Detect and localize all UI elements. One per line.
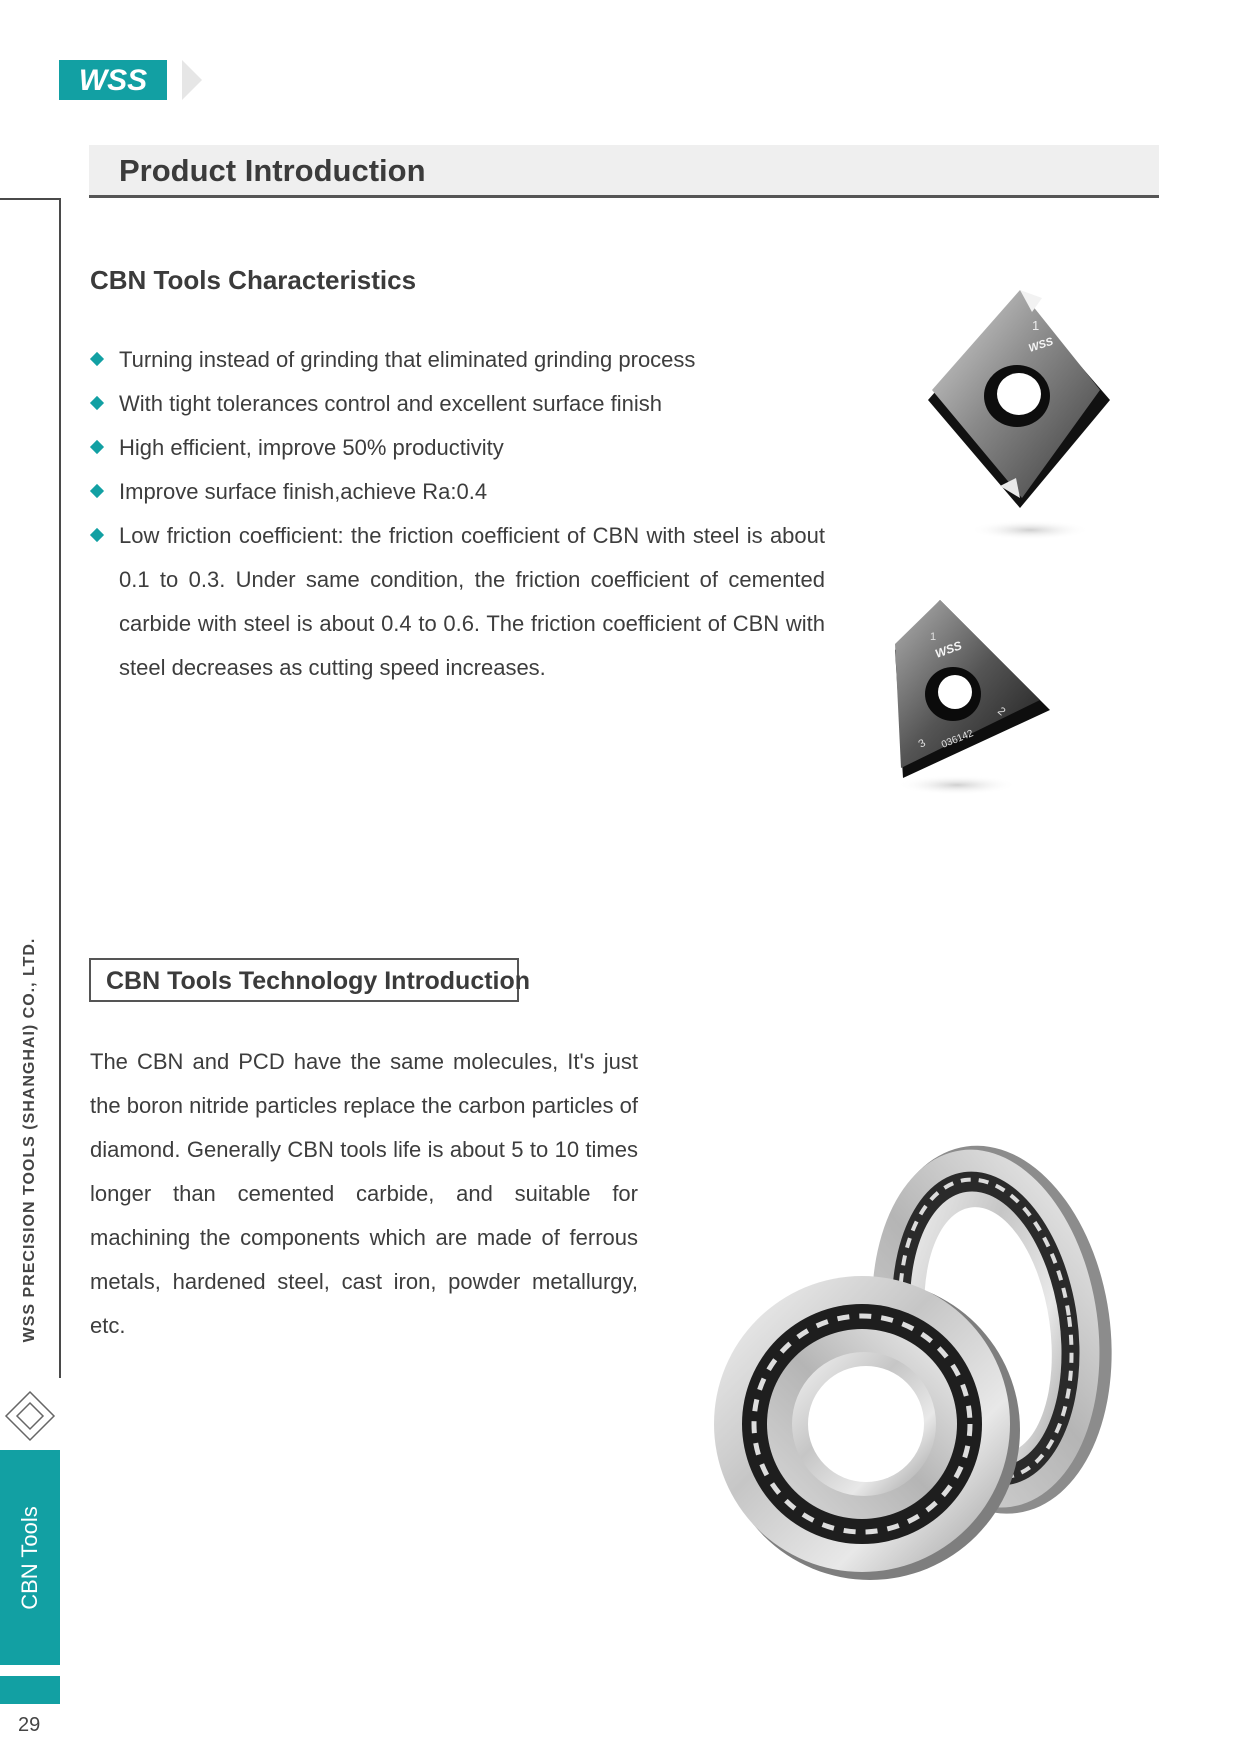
bullet-diamond-icon bbox=[90, 352, 104, 366]
page-number: 29 bbox=[18, 1714, 41, 1736]
company-logo bbox=[59, 60, 167, 100]
section-tab bbox=[0, 1450, 60, 1665]
bearing-image bbox=[710, 1130, 1120, 1590]
section-tab-label: CBN Tools bbox=[17, 1505, 42, 1610]
sidebar-rule-top bbox=[0, 198, 60, 200]
logo-arrow-icon bbox=[180, 60, 206, 100]
list-item: Low friction coefficient: the friction coefficient of CBN with steel is about 0.1 to 0.3. Under same condition, the friction coefficient of cemented carbide with steel is about 0.4 to 0.6. The friction coefficient of CBN with steel decreases as cutting speed increases. bbox=[90, 514, 825, 690]
bullet-diamond-icon bbox=[90, 484, 104, 498]
header-bar bbox=[89, 145, 1159, 198]
page-title: Product Introduction bbox=[119, 153, 426, 188]
sidebar-company-name bbox=[12, 937, 48, 1343]
bullet-diamond-icon bbox=[90, 396, 104, 410]
svg-text:1: 1 bbox=[1032, 318, 1040, 333]
technology-title: CBN Tools Technology Introduction bbox=[106, 967, 531, 995]
bullet-diamond-icon bbox=[90, 528, 104, 542]
list-item: Turning instead of grinding that eliminated grinding process bbox=[90, 338, 825, 382]
characteristics-title: CBN Tools Characteristics bbox=[90, 265, 417, 295]
technology-title-box bbox=[89, 958, 531, 1002]
svg-text:3: 3 bbox=[916, 737, 928, 751]
characteristics-list bbox=[90, 338, 825, 690]
cbn-insert-trigon-image bbox=[885, 600, 1060, 810]
svg-text:1: 1 bbox=[930, 631, 937, 643]
bullet-diamond-icon bbox=[90, 440, 104, 454]
svg-text:2: 2 bbox=[995, 705, 1008, 719]
svg-text:036142: 036142 bbox=[940, 728, 976, 751]
technology-text: The CBN and PCD have the same molecules, It's just the boron nitride particles replace the carbon particles of diamond. Generally CBN tools life is about 5 to 10 times longer than cemented carbide, and suitable for machining the components which are made of ferrous metals, hardened steel, cast iron, powder metallurgy, etc. bbox=[90, 1049, 638, 1338]
sidebar-rule bbox=[59, 198, 61, 1378]
section-tab-footer bbox=[0, 1676, 60, 1704]
list-item: With tight tolerances control and excellent surface finish bbox=[90, 382, 825, 426]
svg-text:WSS: WSS bbox=[933, 638, 964, 661]
svg-text:WSS: WSS bbox=[78, 64, 148, 97]
list-item: Improve surface finish,achieve Ra:0.4 bbox=[90, 470, 825, 514]
list-item: High efficient, improve 50% productivity bbox=[90, 426, 825, 470]
svg-text:WSS: WSS bbox=[1027, 335, 1055, 355]
company-name-text: WSS PRECISION TOOLS (SHANGHAI) CO., LTD. bbox=[21, 937, 38, 1343]
cbn-insert-rhombic-image bbox=[920, 290, 1130, 560]
diamond-icon bbox=[4, 1390, 56, 1442]
